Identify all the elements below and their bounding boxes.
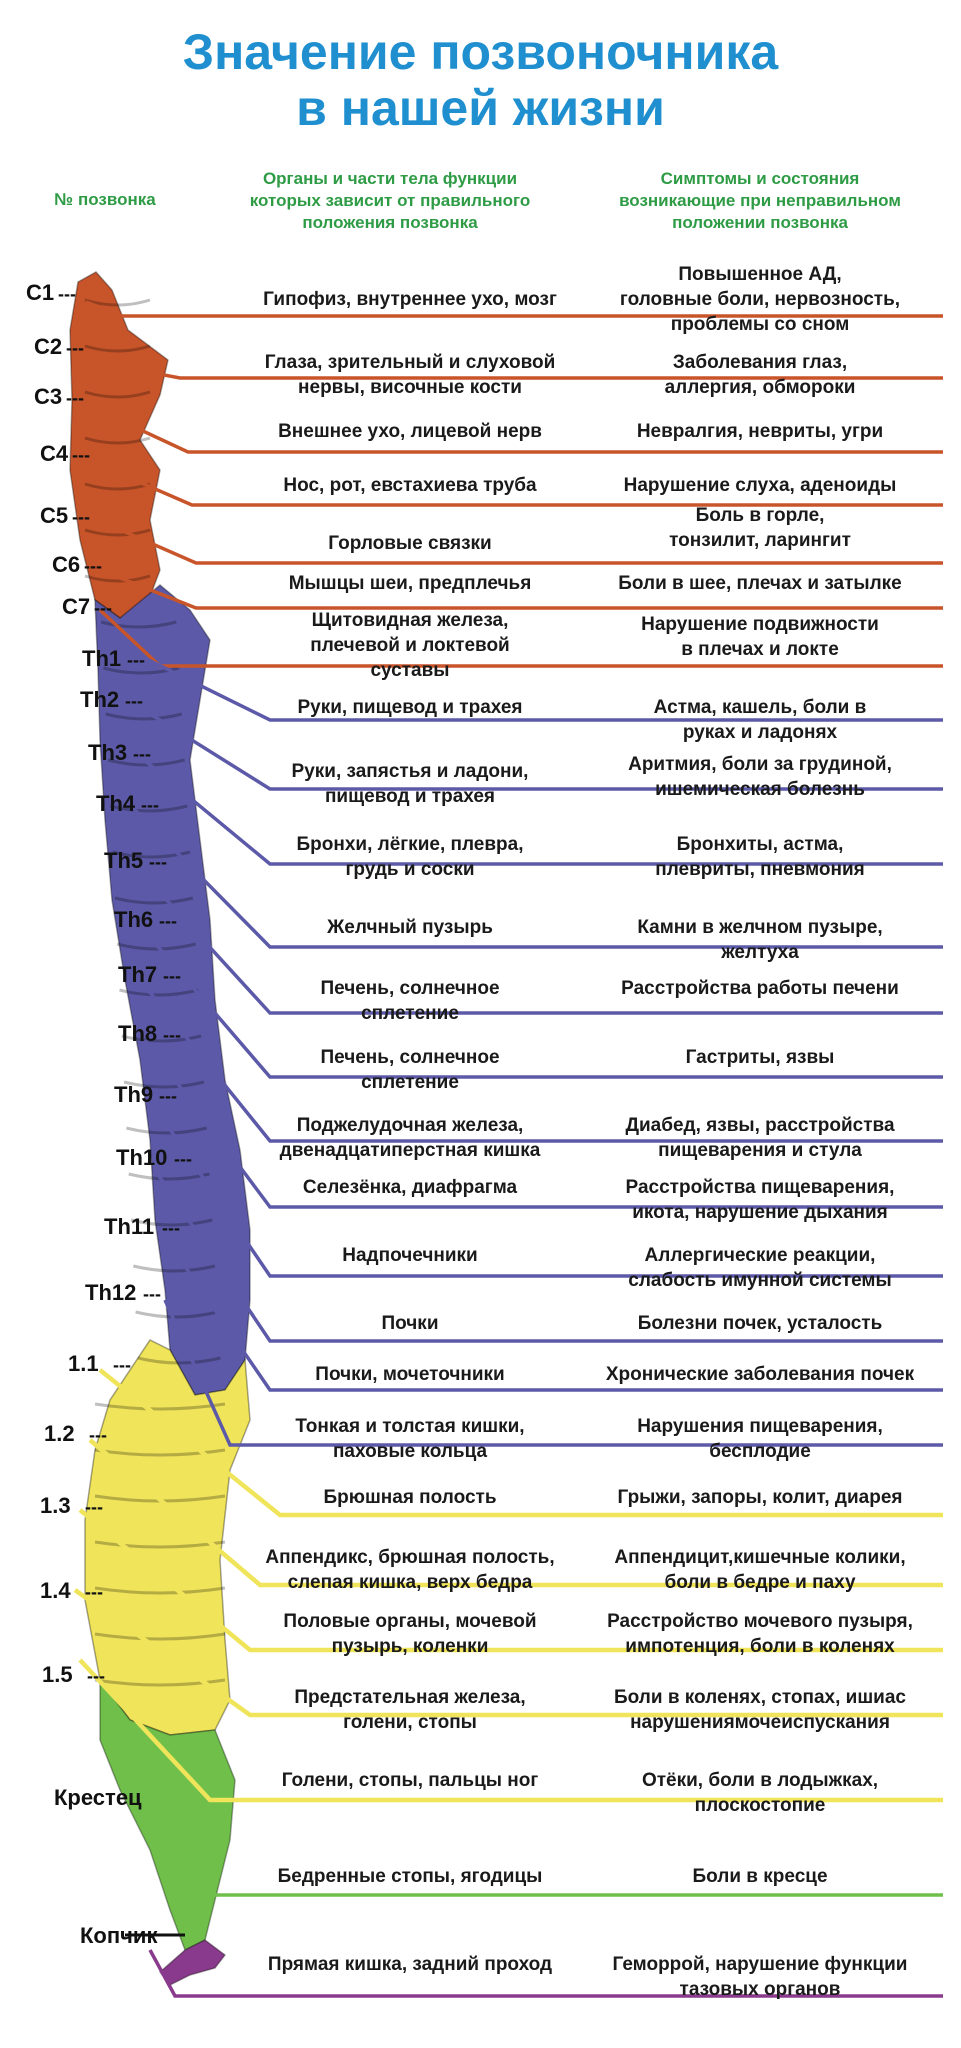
vertebra-label: C7 [62,594,91,619]
vertebra-label: 1.1 [68,1351,99,1376]
symptoms-text: Невралгия, невриты, угри [636,421,884,442]
symptoms-text: Отёки, боли в лодыжках, [641,1770,879,1791]
vertebra-label: 1.2 [44,1421,75,1446]
organs-text: Щитовидная железа, [311,610,509,631]
organs-text: Селезёнка, диафрагма [302,1177,518,1198]
symptoms-text: ишемическая болезнь [655,779,865,800]
symptoms-text: Аллергические реакции, [644,1245,876,1266]
organs-header-line: положения позвонка [302,213,478,232]
symptoms-text: слабость имунной системы [628,1270,892,1291]
symptoms-text: Боли в шее, плечах и затылке [618,573,902,594]
vertebra-label: Th12 [85,1280,137,1305]
organs-text: Печень, солнечное [320,978,500,999]
organs-text: пузырь, коленки [331,1636,489,1657]
row-1 [26,264,943,335]
symptoms-text: импотенция, боли в коленях [625,1636,895,1657]
symptoms-text: Гастриты, язвы [685,1047,835,1068]
organs-text: Внешнее ухо, лицевой нерв [278,421,542,442]
row-2 [34,334,943,398]
organs-text: пищевод и трахея [324,786,496,807]
symptoms-text: Боли в кресце [692,1866,828,1887]
vertebra-tick: --- [133,744,151,764]
organs-text: двенадцатиперстная кишка [279,1140,541,1161]
symptoms-header-line: положении позвонка [672,213,848,232]
symptoms-header-line: возникающие при неправильном [619,191,901,210]
vertebra-label: 1.4 [40,1578,71,1603]
organs-text: Предстательная железа, [294,1687,526,1708]
vertebra-number-header: № позвонка [54,190,156,209]
vertebra-label: C2 [34,334,63,359]
symptoms-text: Грыжи, запоры, колит, диарея [617,1487,903,1508]
vertebra-label: Th3 [88,740,128,765]
organs-text: Прямая кишка, задний проход [267,1954,553,1975]
vertebra-tick: --- [66,388,84,408]
vertebra-tick: --- [159,1086,177,1106]
organs-text: Почки, мочеточники [315,1364,505,1385]
row-6 [52,552,943,608]
vertebra-label: Th7 [118,962,158,987]
symptoms-text: Камни в желчном пузыре, [637,917,883,938]
symptoms-text: аллергия, обмороки [664,377,856,398]
organs-text: Брюшная полость [323,1487,497,1508]
symptoms-text: Повышенное АД, [678,264,842,285]
spine-illustration [70,272,250,1985]
symptoms-text: плоскостопие [694,1795,826,1816]
organs-text: Голени, стопы, пальцы ног [281,1770,539,1791]
symptoms-text: Диабед, язвы, расстройства [625,1115,895,1136]
vertebra-tick: --- [89,1425,107,1445]
vertebra-tick: --- [66,338,84,358]
vertebra-label: 1.5 [42,1662,73,1687]
symptoms-text: Аритмия, боли за грудиной, [628,754,892,775]
organs-header-line: которых зависит от правильного [249,191,531,210]
vertebra-tick: --- [159,911,177,931]
organs-text: Мышцы шеи, предплечья [288,573,532,594]
organs-text: Горловые связки [328,533,492,554]
vertebra-label: Th2 [80,687,120,712]
symptoms-text: Геморрой, нарушение функции [612,1954,908,1975]
symptoms-text: Заболевания глаз, [672,352,848,373]
vertebra-tick: --- [84,556,102,576]
vertebra-label: Th4 [96,791,136,816]
vertebra-tick: --- [113,1355,131,1375]
vertebra-tick: --- [58,284,76,304]
organs-text: Поджелудочная железа, [296,1115,524,1136]
symptoms-text: Расстройства пищеварения, [625,1177,895,1198]
symptoms-text: Болезни почек, усталость [637,1313,883,1334]
symptoms-text: Нарушение слуха, аденоиды [623,475,897,496]
symptoms-text: тонзилит, ларингит [669,530,851,551]
vertebra-tick: --- [72,507,90,527]
organs-text: сплетение [361,1003,459,1024]
symptoms-text: бесплодие [709,1441,811,1462]
organs-header-line: Органы и части тела функции [262,169,518,188]
symptoms-text: Расстройство мочевого пузыря, [607,1611,913,1632]
lumbar-spine [85,1340,250,1735]
symptoms-text: желтуха [721,942,799,963]
vertebra-tick: --- [143,1284,161,1304]
vertebra-tick: --- [149,852,167,872]
symptoms-text: плевриты, пневмония [655,859,865,880]
vertebra-label: Th8 [118,1021,158,1046]
vertebra-label: Th9 [114,1082,154,1107]
vertebra-tick: --- [85,1582,103,1602]
symptoms-text: Расстройства работы печени [621,978,899,999]
vertebra-label: Th1 [82,646,122,671]
organs-text: Печень, солнечное [320,1047,500,1068]
organs-text: Половые органы, мочевой [283,1611,537,1632]
vertebra-tick: --- [141,795,159,815]
symptoms-text: пищеварения и стула [658,1140,862,1161]
symptoms-text: Нарушение подвижности [641,614,879,635]
symptoms-text: головные боли, нервозность, [619,289,901,310]
page-title-line-1: Значение позвоночника [182,24,779,80]
symptoms-text: тазовых органов [679,1979,841,2000]
vertebra-label: Копчик [80,1923,158,1948]
vertebra-label: Крестец [54,1785,142,1810]
symptoms-text: в плечах и локте [681,639,839,660]
organs-text: паховые кольца [332,1441,488,1462]
vertebra-label: Th11 [104,1214,155,1239]
vertebra-label: Th6 [114,907,154,932]
vertebra-tick: --- [162,1218,180,1238]
vertebra-tick: --- [85,1497,103,1517]
row-5 [40,503,943,563]
organs-text: голени, стопы [343,1712,477,1733]
organs-text: Аппендикс, брюшная полость, [265,1547,555,1568]
symptoms-text: руках и ладонях [682,722,838,743]
organs-text: грудь и соски [345,859,475,880]
organs-text: Тонкая и толстая кишки, [295,1416,525,1437]
symptoms-header-line: Симптомы и состояния [660,169,860,188]
symptoms-text: Боли в коленях, стопах, ишиас [614,1687,906,1708]
organs-text: слепая кишка, верх бедра [287,1572,533,1593]
symptoms-text: проблемы со сном [670,314,850,335]
symptoms-text: боли в бедре и паху [664,1572,856,1593]
symptoms-text: Нарушения пищеварения, [637,1416,883,1437]
organs-text: Глаза, зрительный и слуховой [264,352,556,373]
vertebra-label: C4 [40,441,69,466]
organs-text: Надпочечники [342,1245,478,1266]
organs-text: нервы, височные кости [298,377,522,398]
symptoms-text: Аппендицит,кишечные колики, [614,1547,906,1568]
symptoms-text: Хронические заболевания почек [605,1364,915,1385]
symptoms-text: Боль в горле, [695,505,825,526]
coccyx-shape [160,1940,225,1985]
vertebra-tick: --- [72,445,90,465]
vertebra-tick: --- [87,1666,105,1686]
organs-text: Руки, запястья и ладони, [291,761,529,782]
organs-text: суставы [370,660,450,681]
vertebra-tick: --- [163,1025,181,1045]
vertebra-label: Th5 [104,848,144,873]
organs-text: Почки [381,1313,439,1334]
vertebra-tick: --- [174,1149,192,1169]
vertebra-tick: --- [127,650,145,670]
vertebra-tick: --- [125,691,143,711]
vertebra-label: C1 [26,280,55,305]
symptoms-text: икота, нарушение дыхания [632,1202,888,1223]
page-title-line-2: в нашей жизни [296,80,665,136]
vertebra-label: 1.3 [40,1493,71,1518]
symptoms-text: Бронхиты, астма, [676,834,844,855]
vertebra-label: C5 [40,503,69,528]
symptoms-text: Астма, кашель, боли в [653,697,867,718]
vertebra-tick: --- [163,966,181,986]
vertebra-label: C3 [34,384,63,409]
organs-text: Руки, пищевод и трахея [297,697,523,718]
symptoms-text: нарушениямочеиспускания [630,1712,890,1733]
vertebra-label: Th10 [116,1145,168,1170]
organs-text: Нос, рот, евстахиева труба [283,475,537,496]
organs-text: Желчный пузырь [327,917,493,938]
vertebra-label: C6 [52,552,81,577]
organs-text: Бедренные стопы, ягодицы [277,1866,543,1887]
organs-text: плечевой и локтевой [310,635,510,656]
vertebra-tick: --- [94,598,112,618]
organs-text: Бронхи, лёгкие, плевра, [296,834,524,855]
organs-text: сплетение [361,1072,459,1093]
organs-text: Гипофиз, внутреннее ухо, мозг [263,289,557,310]
